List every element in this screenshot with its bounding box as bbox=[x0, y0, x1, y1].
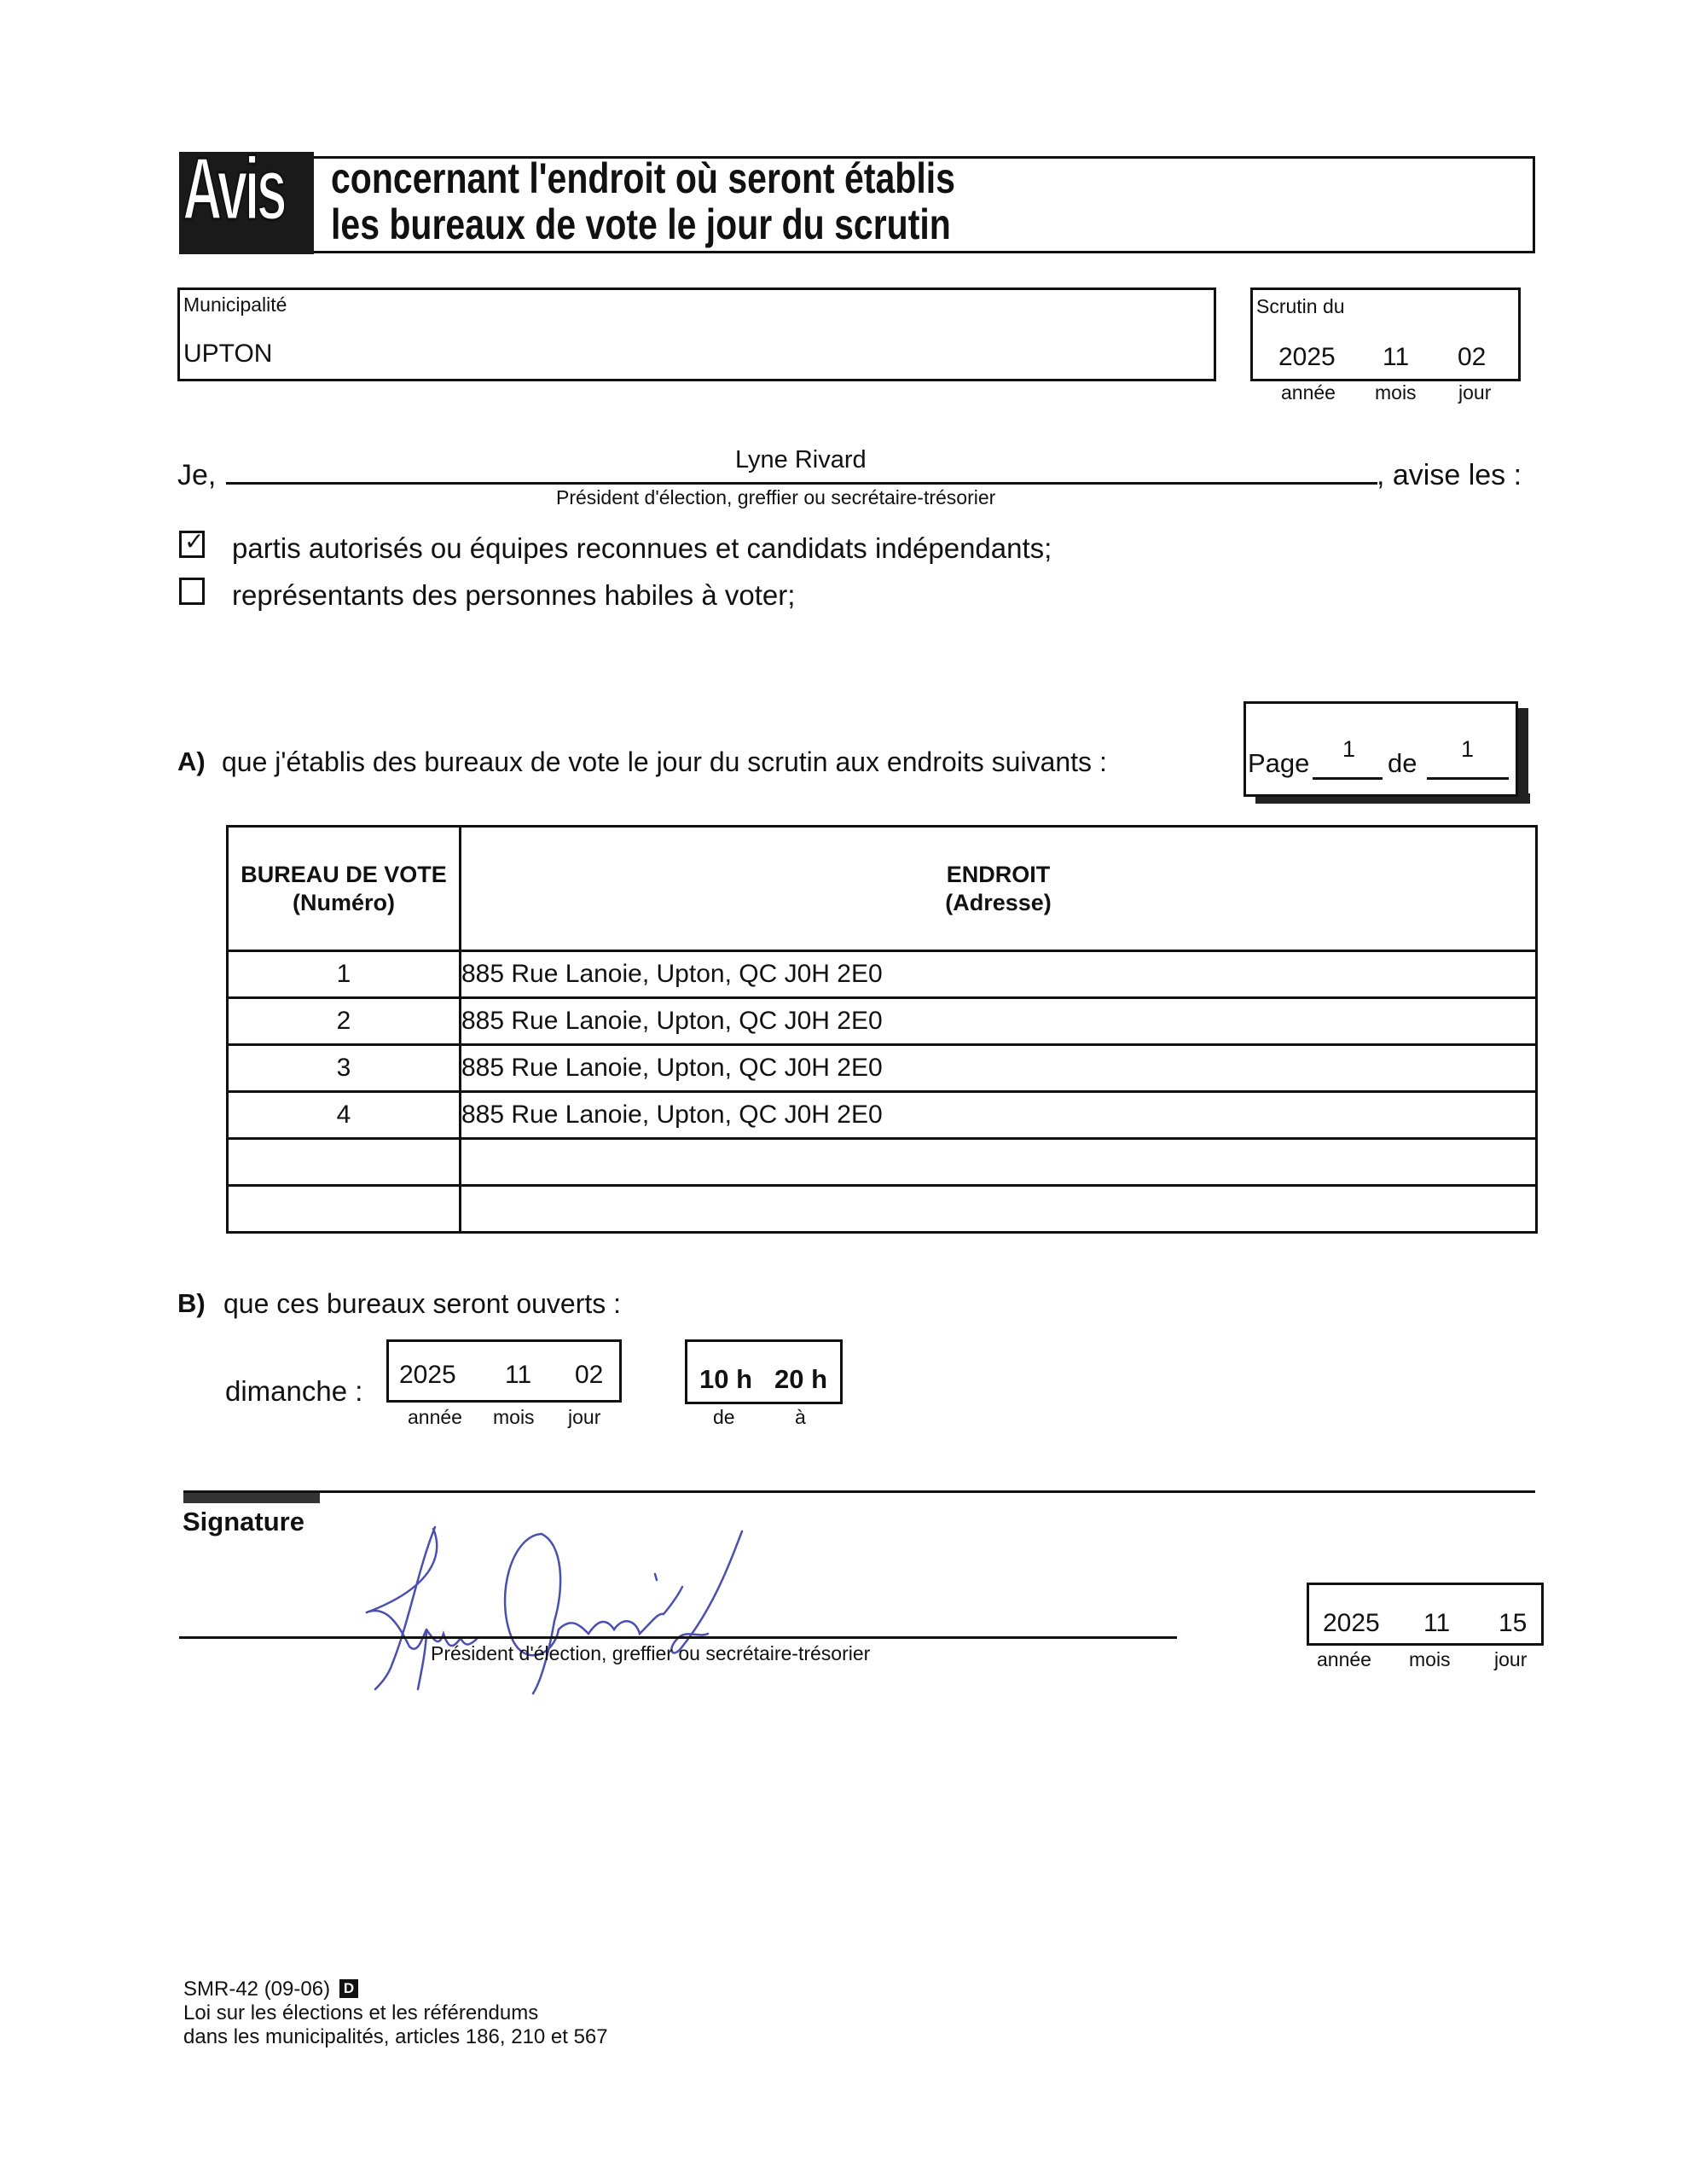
checkbox-representatives-label: représentants des personnes habiles à voter; bbox=[232, 579, 796, 611]
signature-date-month: 11 bbox=[1423, 1609, 1451, 1637]
pagination-shadow-right bbox=[1518, 708, 1528, 804]
column-header-address: ENDROIT (Adresse) bbox=[461, 827, 1537, 951]
station-number-cell[interactable]: 3 bbox=[228, 1045, 461, 1092]
opening-date-month-caption: mois bbox=[493, 1406, 535, 1428]
signature-date-year: 2025 bbox=[1323, 1609, 1380, 1637]
election-date-month-caption: mois bbox=[1375, 381, 1417, 404]
municipality-field[interactable] bbox=[177, 288, 1216, 381]
section-a-text: que j'établis des bureaux de vote le jour du scrutin aux endroits suivants : bbox=[222, 746, 1107, 777]
signature-label: Signature bbox=[183, 1507, 304, 1536]
station-address-cell[interactable]: 885 Rue Lanoie, Upton, QC J0H 2E0 bbox=[461, 951, 1537, 998]
opening-date-field[interactable] bbox=[386, 1339, 622, 1403]
section-b-text: que ces bureaux seront ouverts : bbox=[223, 1288, 622, 1319]
station-number-cell[interactable]: 1 bbox=[228, 951, 461, 998]
checkbox-parties[interactable] bbox=[179, 528, 205, 558]
opening-hour-from-caption: de bbox=[713, 1406, 735, 1428]
signature-line bbox=[179, 1636, 1177, 1639]
footer-d-badge-icon: D bbox=[339, 1979, 358, 1998]
checkbox-representatives[interactable] bbox=[179, 578, 205, 605]
table-row bbox=[228, 998, 1537, 1045]
opening-weekday: dimanche : bbox=[225, 1375, 363, 1407]
municipality-value: UPTON bbox=[183, 340, 273, 368]
declaration-role-caption: Président d'élection, greffier ou secrétaire-trésorier bbox=[556, 486, 996, 508]
footer-law-line2: dans les municipalités, articles 186, 210 et 567 bbox=[183, 2025, 608, 2048]
opening-date-year-caption: année bbox=[408, 1406, 462, 1428]
section-a-marker: A) bbox=[177, 746, 206, 776]
opening-date-day-caption: jour bbox=[568, 1406, 601, 1428]
election-date-year-caption: année bbox=[1281, 381, 1336, 404]
pagination-page-number: 1 bbox=[1342, 736, 1356, 762]
table-row bbox=[228, 1092, 1537, 1139]
election-date-day: 02 bbox=[1458, 343, 1487, 371]
handwritten-signature bbox=[341, 1519, 819, 1698]
section-b-marker: B) bbox=[177, 1288, 206, 1318]
pagination-box bbox=[1244, 701, 1518, 797]
opening-date-month: 11 bbox=[505, 1361, 532, 1389]
table-row bbox=[228, 1045, 1537, 1092]
check-icon: ✓ bbox=[184, 528, 205, 555]
declaration-prefix: Je, bbox=[177, 459, 217, 491]
table-header-row bbox=[228, 827, 1537, 951]
station-number-cell[interactable]: 2 bbox=[228, 998, 461, 1045]
opening-date-year: 2025 bbox=[399, 1361, 456, 1389]
opening-hours-field[interactable] bbox=[685, 1339, 843, 1404]
signature-date-day: 15 bbox=[1499, 1609, 1528, 1637]
station-address-cell[interactable]: 885 Rue Lanoie, Upton, QC J0H 2E0 bbox=[461, 1045, 1537, 1092]
column-header-number: BUREAU DE VOTE (Numéro) bbox=[228, 827, 461, 951]
declaration-name-line bbox=[226, 482, 1377, 485]
signature-section-marker bbox=[183, 1493, 320, 1503]
station-address-cell[interactable]: 885 Rue Lanoie, Upton, QC J0H 2E0 bbox=[461, 1092, 1537, 1139]
election-date-day-caption: jour bbox=[1458, 381, 1492, 404]
table-row bbox=[228, 1186, 1537, 1233]
station-address-cell[interactable] bbox=[461, 1186, 1537, 1233]
election-date-month: 11 bbox=[1383, 343, 1410, 371]
declaration-name[interactable]: Lyne Rivard bbox=[735, 446, 867, 473]
signature-date-day-caption: jour bbox=[1494, 1648, 1528, 1670]
opening-hour-to-caption: à bbox=[795, 1406, 806, 1428]
footer-form-code: SMR-42 (09-06) bbox=[183, 1978, 331, 2001]
station-address-cell[interactable]: 885 Rue Lanoie, Upton, QC J0H 2E0 bbox=[461, 998, 1537, 1045]
table-row bbox=[228, 1139, 1537, 1186]
signature-date-year-caption: année bbox=[1317, 1648, 1371, 1670]
station-number-cell[interactable]: 4 bbox=[228, 1092, 461, 1139]
checkbox-parties-label: partis autorisés ou équipes reconnues et candidats indépendants; bbox=[232, 532, 1052, 564]
pagination-of-label: de bbox=[1388, 748, 1417, 778]
station-number-cell[interactable] bbox=[228, 1186, 461, 1233]
election-date-field[interactable] bbox=[1250, 288, 1521, 381]
header-title-line2: les bureaux de vote le jour du scrutin bbox=[331, 200, 951, 248]
avis-logo-text: Avis bbox=[183, 140, 284, 239]
station-number-cell[interactable] bbox=[228, 1139, 461, 1186]
opening-date-day: 02 bbox=[575, 1361, 604, 1389]
signature-date-month-caption: mois bbox=[1409, 1648, 1451, 1670]
footer-law-line1: Loi sur les élections et les référendums bbox=[183, 2001, 539, 2024]
pagination-page-label: Page bbox=[1248, 748, 1310, 778]
signature-role-caption: Président d'élection, greffier ou secrétaire-trésorier bbox=[431, 1642, 871, 1664]
opening-hour-to: 20 h bbox=[774, 1364, 828, 1394]
election-date-label: Scrutin du bbox=[1256, 295, 1345, 317]
station-address-cell[interactable] bbox=[461, 1139, 1537, 1186]
opening-hour-from: 10 h bbox=[699, 1364, 753, 1394]
signature-date-field[interactable] bbox=[1307, 1583, 1544, 1646]
declaration-suffix: , avise les : bbox=[1377, 459, 1522, 491]
header-title-line1: concernant l'endroit où seront établis bbox=[331, 154, 955, 202]
pagination-total: 1 bbox=[1461, 736, 1475, 762]
polling-stations-table bbox=[226, 825, 1538, 1234]
table-row bbox=[228, 951, 1537, 998]
election-date-year: 2025 bbox=[1278, 343, 1336, 371]
signature-section-divider bbox=[183, 1490, 1535, 1493]
municipality-label: Municipalité bbox=[183, 293, 287, 316]
